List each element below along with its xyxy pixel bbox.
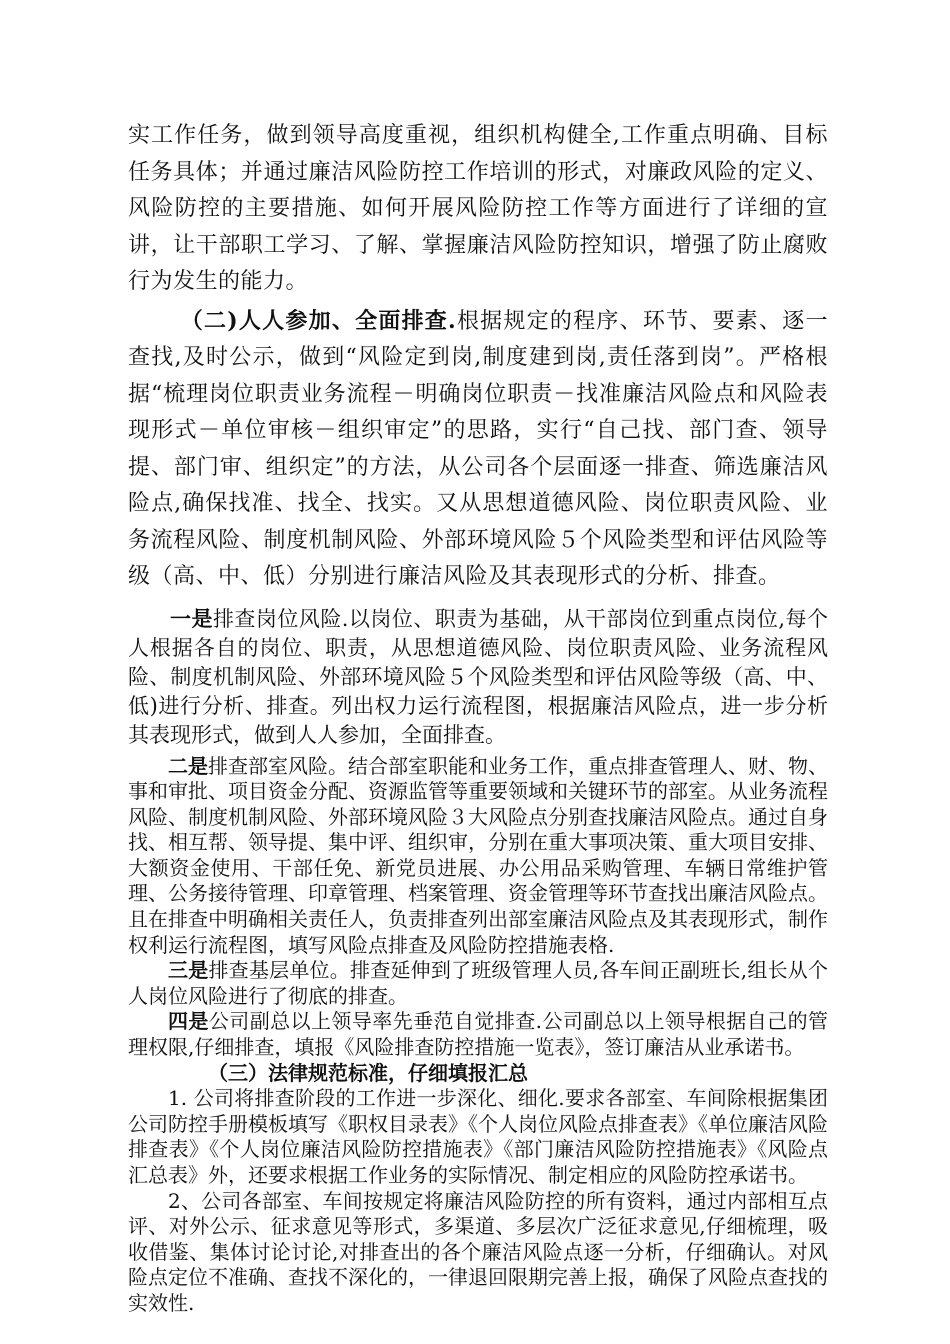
item-3-text: 排查基层单位。排查延伸到了班级管理人员,各车间正副班长,组长从个人岗位风险进行了彻底的排查。 xyxy=(128,958,829,1008)
section-3-paragraph-2: 2、公司各部室、车间按规定将廉洁风险防控的所有资料，通过内部相互点评、对外公示、征求意见等形式，多渠道、多层次广泛征求意见,仔细梳理，吸收借鉴、集体讨论讨论,对排查出的各个廉洁风险点逐一分析，仔细确认。对风险点定位不准确、查找不深化的，一律退回限期完善上报，确保了风险点查找的实效性. xyxy=(128,1188,828,1315)
item-2-text: 排查部室风险。结合部室职能和业务工作，重点排查管理人、财、物、事和审批、项目资金分配、资源监管等重要领域和关键环节的部室。从业务流程风险、制度机制风险、外部环境风险３大风险点分别查找廉洁风险点。通过自身找、相互帮、领导提、集中评、组织审，分别在重大事项决策、重大项目安排、大额资金使用、干部任免、新党员进展、办公用品采购管理、车辆日常维护管理、公务接待管理、印章管理、档案管理、资金管理等环节查找出廉洁风险点。且在排查中明确相关责任人，负责排查列出部室廉洁风险点及其表现形式，制作权利运行流程图，填写风险点排查及风险防控措施表格. xyxy=(128,753,828,957)
item-2-paragraph xyxy=(128,754,828,959)
section-3-heading: （三）法律规范标准，仔细填报汇总 xyxy=(208,1060,528,1085)
item-1-paragraph xyxy=(128,604,828,750)
item-1-label: 一是 xyxy=(170,605,213,631)
document-page xyxy=(128,118,828,1317)
section-2-lead: 根据规定的程序、环节、要素、逐一查找,及时公示，做到“风险定到岗,制度建到岗,责任落到岗”。严格根据“梳理岗位职责业务流程－明确岗位职责－找准廉洁风险点和风险表现形式－单位审核－组织审定”的思路，实行“自己找、部门查、领导提、部门审、组织定”的方法，从公司各个层面逐一排查、筛选廉洁风险点,确保找准、找全、找实。又从思想道德风险、岗位职责风险、业务流程风险、制度机制风险、外部环境风险５个风险类型和评估风险等级（高、中、低）分别进行廉洁风险及其表现形式的分析、排查。 xyxy=(128,308,828,589)
item-3-paragraph xyxy=(128,958,828,1009)
item-2-label: 二是 xyxy=(168,753,208,778)
item-3-label: 三是 xyxy=(168,958,209,983)
intro-paragraph: 实工作任务，做到领导高度重视，组织机构健全,工作重点明确、目标任务具体；并通过廉洁风险防控工作培训的形式，对廉政风险的定义、风险防控的主要措施、如何开展风险防控工作等方面进行了详细的宣讲，让干部职工学习、了解、掌握廉洁风险防控知识，增强了防止腐败行为发生的能力。 xyxy=(128,123,828,294)
item-4-text: 公司副总以上领导率先垂范自觉排查.公司副总以上领导根据自己的管理权限,仔细排查，填报《风险排查防控措施一览表》，签订廉洁从业承诺书。 xyxy=(128,1009,829,1060)
section-2-heading: （二)人人参加、全面排查. xyxy=(180,307,457,334)
section-3-paragraph-1: 1. 公司将排查阶段的工作进一步深化、细化.要求各部室、车间除根据集团公司防控手册模板填写《职权目录表》《个人岗位风险点排查表》《单位廉洁风险排查表》《个人岗位廉洁风险防控措施表》《部门廉洁风险防控措施表》《风险点汇总表》外，还要求根据工作业务的实际情况、制定相应的风险防控承诺书。 xyxy=(128,1086,828,1187)
item-4-paragraph xyxy=(128,1009,828,1060)
section-2-paragraph xyxy=(128,303,828,596)
item-1-text: 排查岗位风险.以岗位、职责为基础，从干部岗位到重点岗位,每个人根据各自的岗位、职责，从思想道德风险、岗位职责风险、业务流程风险、制度机制风险、外部环境风险５个风险类型和评估风险等级（高、中、低)进行分析、排查。列出权力运行流程图，根据廉洁风险点，进一步分析其表现形式，做到人人参加，全面排查。 xyxy=(128,606,828,747)
item-4-label: 四是 xyxy=(168,1009,209,1034)
